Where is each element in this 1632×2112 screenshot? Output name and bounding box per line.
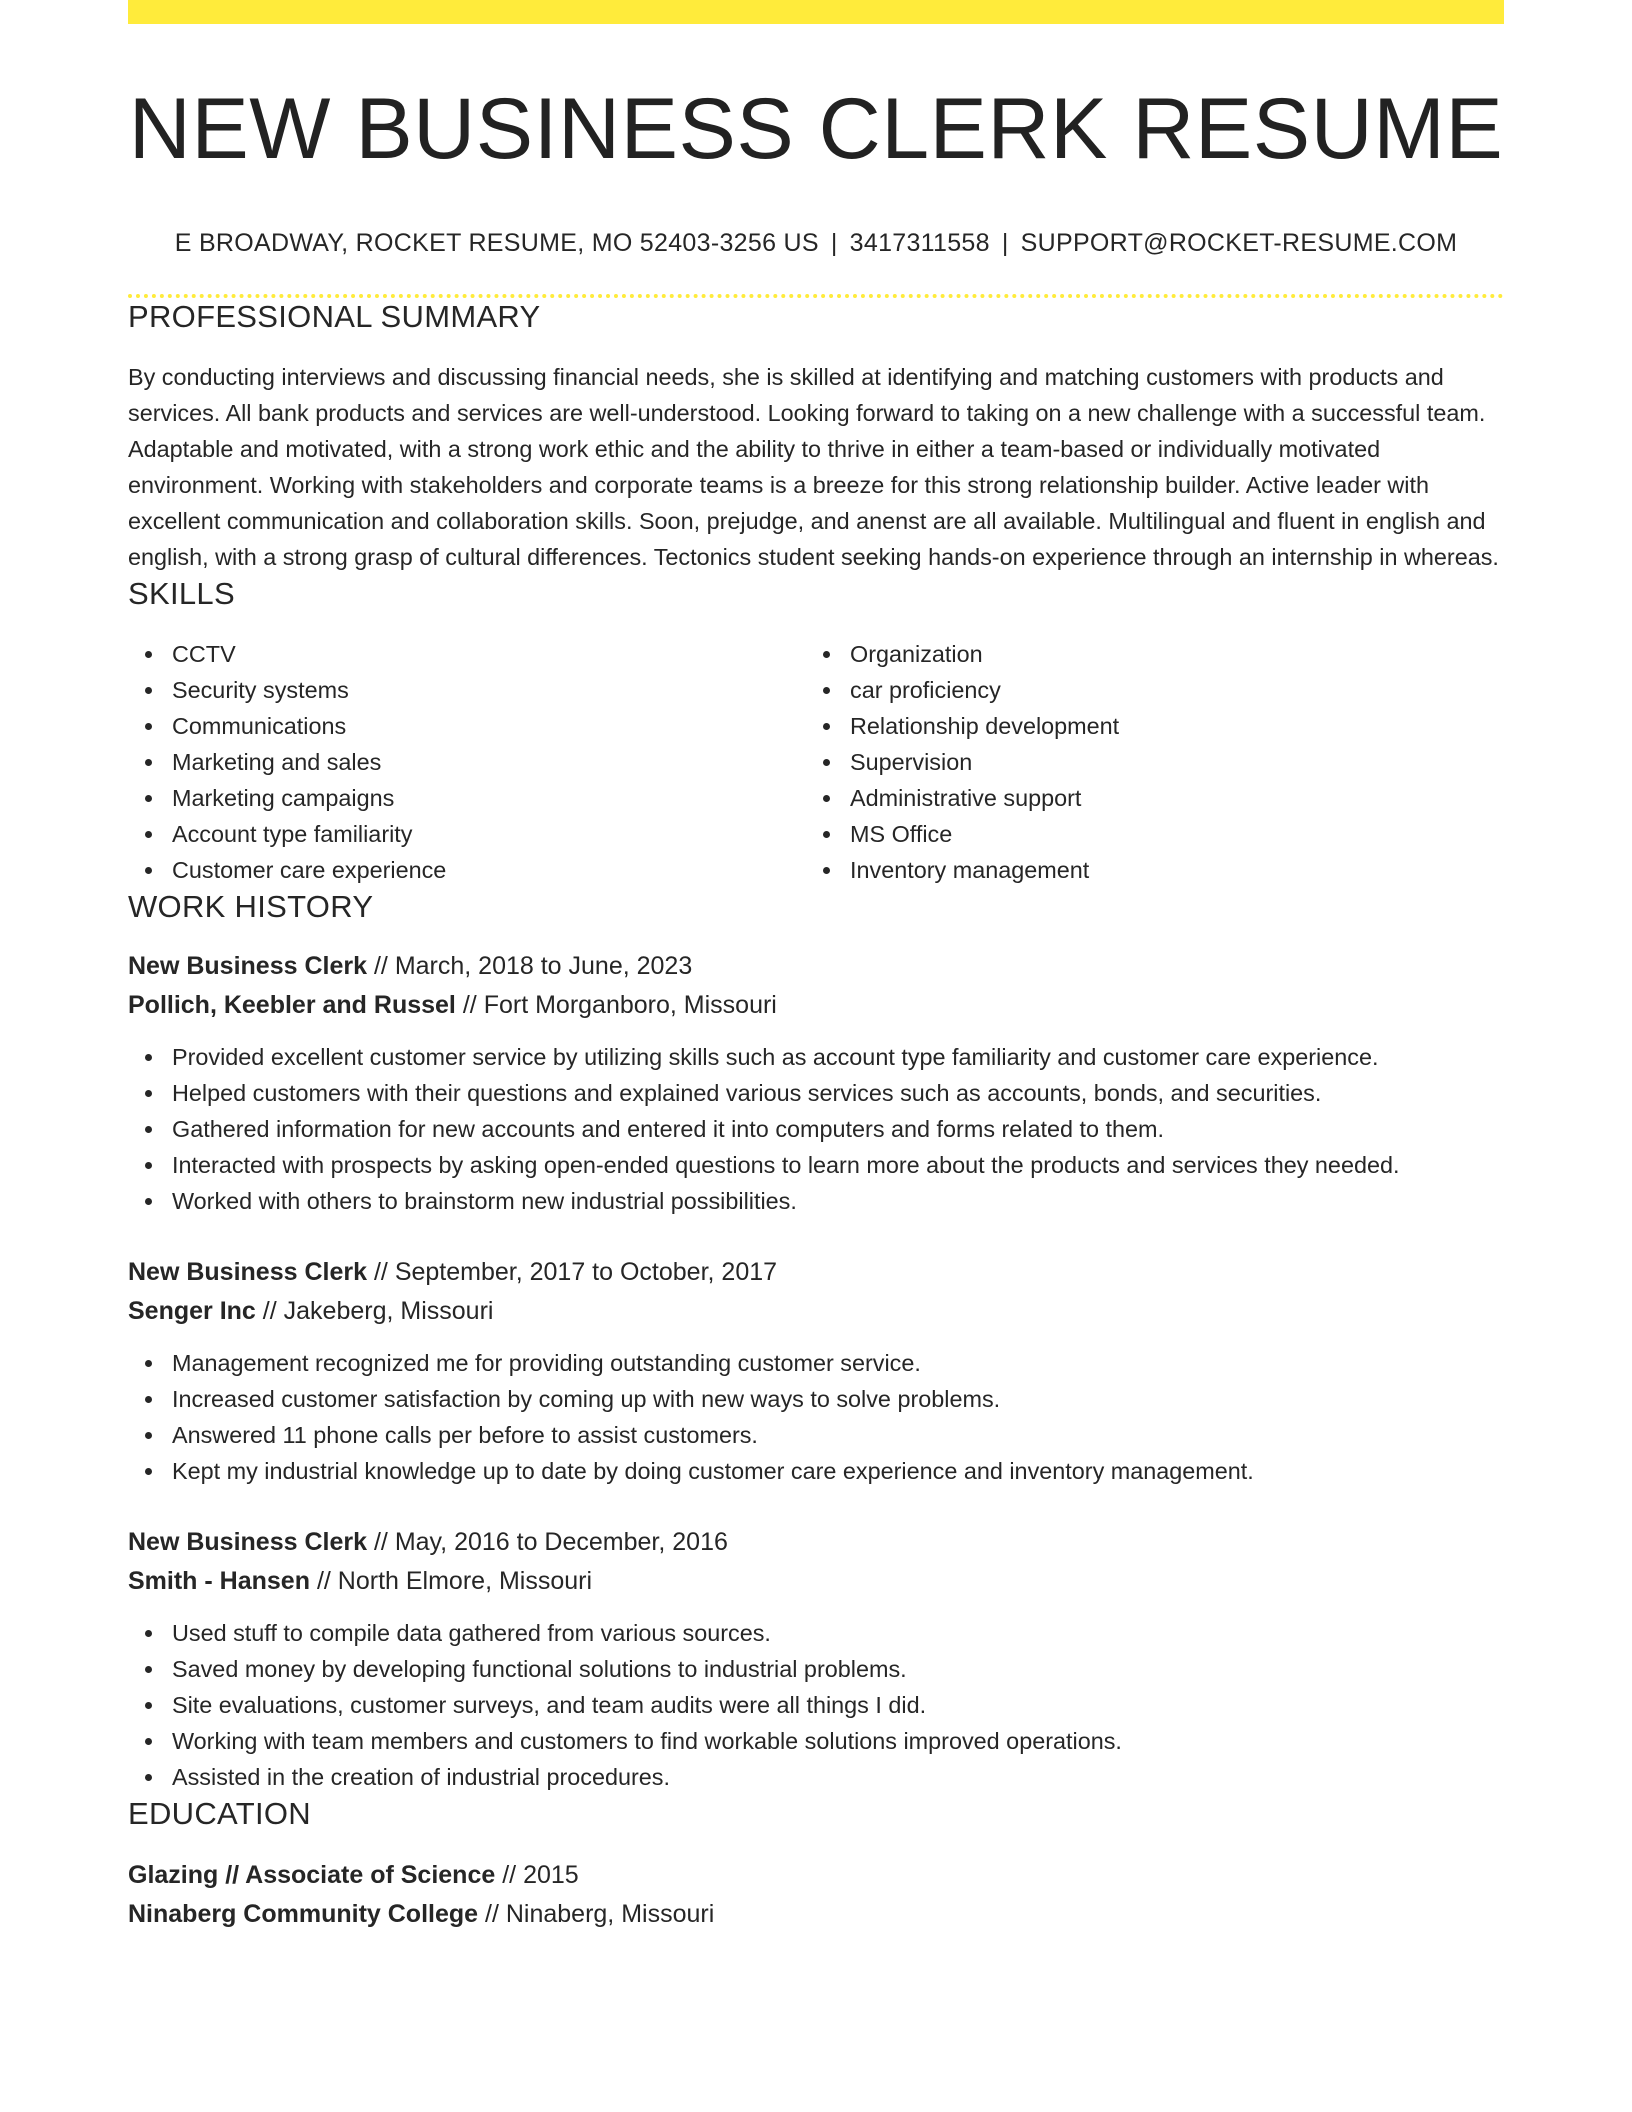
resume-title: NEW BUSINESS CLERK RESUME — [128, 81, 1504, 177]
job-entry — [128, 947, 1504, 1219]
job-company: Smith - Hansen — [128, 1567, 310, 1596]
education-degree-line — [128, 1856, 1504, 1895]
contact-line — [128, 229, 1504, 258]
job-bullets — [128, 1615, 1504, 1795]
job-location: Jakeberg, Missouri — [283, 1297, 494, 1326]
education-degree: Glazing // Associate of Science — [128, 1861, 496, 1890]
job-bullet: Provided excellent customer service by utilizing skills such as account type familiarity and customer care experience. — [128, 1039, 1504, 1075]
job-separator: // — [373, 1528, 388, 1557]
skill-item: Inventory management — [806, 852, 1484, 888]
education-year: 2015 — [523, 1861, 579, 1890]
job-separator: // — [262, 1297, 277, 1326]
skill-item: MS Office — [806, 816, 1484, 852]
skill-item: Marketing campaigns — [128, 780, 806, 816]
job-title: New Business Clerk — [128, 1528, 367, 1557]
summary-text: By conducting interviews and discussing financial needs, she is skilled at identifying and matching customers with products and services. All bank products and services are well-understood. Looking forward to taking on a new challenge with a successful team. Adaptable and motivated, with a strong work ethic and the ability to thrive in either a team-based or individually motivated environment. Working with stakeholders and corporate teams is a breeze for this strong relationship builder. Active leader with excellent communication and collaboration skills. Soon, prejudge, and anenst are all available. Multilingual and fluent in english and english, with a strong grasp of cultural differences. Tectonics student seeking hands-on experience through an internship in whereas. — [128, 363, 1499, 570]
skills-right-list — [806, 636, 1484, 888]
skills-left-list — [128, 636, 806, 888]
job-entry — [128, 1523, 1504, 1795]
work-history-heading: WORK HISTORY — [128, 888, 374, 924]
skills-heading: SKILLS — [128, 575, 235, 611]
job-bullet: Assisted in the creation of industrial procedures. — [128, 1759, 1504, 1795]
job-company: Senger Inc — [128, 1297, 256, 1326]
education-school: Ninaberg Community College — [128, 1900, 479, 1929]
skill-item: CCTV — [128, 636, 806, 672]
skill-item: Relationship development — [806, 708, 1484, 744]
job-dates: March, 2018 to June, 2023 — [394, 952, 693, 981]
contact-separator: | — [830, 228, 838, 257]
job-bullets — [128, 1345, 1504, 1489]
job-bullet: Working with team members and customers to find workable solutions improved operations. — [128, 1723, 1504, 1759]
skill-item: car proficiency — [806, 672, 1484, 708]
skill-item: Security systems — [128, 672, 806, 708]
job-separator: // — [462, 991, 477, 1020]
job-title-line — [128, 1253, 1504, 1292]
job-company-line — [128, 1562, 1504, 1601]
education-heading: EDUCATION — [128, 1796, 311, 1832]
job-bullet: Gathered information for new accounts and entered it into computers and forms related to them. — [128, 1111, 1504, 1147]
accent-bar — [128, 0, 1504, 24]
job-dates: September, 2017 to October, 2017 — [394, 1258, 778, 1287]
skill-item: Organization — [806, 636, 1484, 672]
job-bullet: Saved money by developing functional solutions to industrial problems. — [128, 1651, 1504, 1687]
education-separator: // — [502, 1861, 517, 1890]
job-location: Fort Morganboro, Missouri — [483, 991, 777, 1020]
job-company: Pollich, Keebler and Russel — [128, 991, 456, 1020]
skill-item: Account type familiarity — [128, 816, 806, 852]
job-bullet: Used stuff to compile data gathered from various sources. — [128, 1615, 1504, 1651]
skill-item: Marketing and sales — [128, 744, 806, 780]
job-title-line — [128, 1523, 1504, 1562]
job-title-line — [128, 947, 1504, 986]
job-separator: // — [373, 952, 388, 981]
education-location: Ninaberg, Missouri — [505, 1900, 715, 1929]
education-entry — [128, 1856, 1504, 1934]
skills-columns — [128, 636, 1504, 888]
job-bullet: Increased customer satisfaction by coming up with new ways to solve problems. — [128, 1381, 1504, 1417]
education-school-line — [128, 1895, 1504, 1934]
job-company-line — [128, 1292, 1504, 1331]
job-separator: // — [373, 1258, 388, 1287]
job-bullet: Site evaluations, customer surveys, and team audits were all things I did. — [128, 1687, 1504, 1723]
resume-page — [128, 0, 1504, 1934]
job-company-line — [128, 986, 1504, 1025]
education-separator: // — [485, 1900, 499, 1929]
job-bullet: Interacted with prospects by asking open-ended questions to learn more about the products and services they needed. — [128, 1147, 1504, 1183]
job-bullet: Kept my industrial knowledge up to date by doing customer care experience and inventory management. — [128, 1453, 1504, 1489]
contact-address: E BROADWAY, ROCKET RESUME, MO 52403-3256 US — [174, 228, 819, 257]
job-bullet: Management recognized me for providing outstanding customer service. — [128, 1345, 1504, 1381]
contact-separator: | — [1001, 228, 1009, 257]
contact-phone: 3417311558 — [849, 228, 990, 257]
skill-item: Administrative support — [806, 780, 1484, 816]
job-entry — [128, 1253, 1504, 1489]
job-title: New Business Clerk — [128, 1258, 367, 1287]
job-separator: // — [316, 1567, 331, 1596]
contact-email: SUPPORT@ROCKET-RESUME.COM — [1020, 228, 1458, 257]
job-bullets — [128, 1039, 1504, 1219]
job-title: New Business Clerk — [128, 952, 367, 981]
job-bullet: Worked with others to brainstorm new industrial possibilities. — [128, 1183, 1504, 1219]
job-bullet: Answered 11 phone calls per before to assist customers. — [128, 1417, 1504, 1453]
skill-item: Supervision — [806, 744, 1484, 780]
summary-heading: PROFESSIONAL SUMMARY — [128, 298, 541, 334]
job-dates: May, 2016 to December, 2016 — [394, 1528, 728, 1557]
skill-item: Customer care experience — [128, 852, 806, 888]
job-bullet: Helped customers with their questions and explained various services such as accounts, bonds, and securities. — [128, 1075, 1504, 1111]
skill-item: Communications — [128, 708, 806, 744]
job-location: North Elmore, Missouri — [337, 1567, 593, 1596]
